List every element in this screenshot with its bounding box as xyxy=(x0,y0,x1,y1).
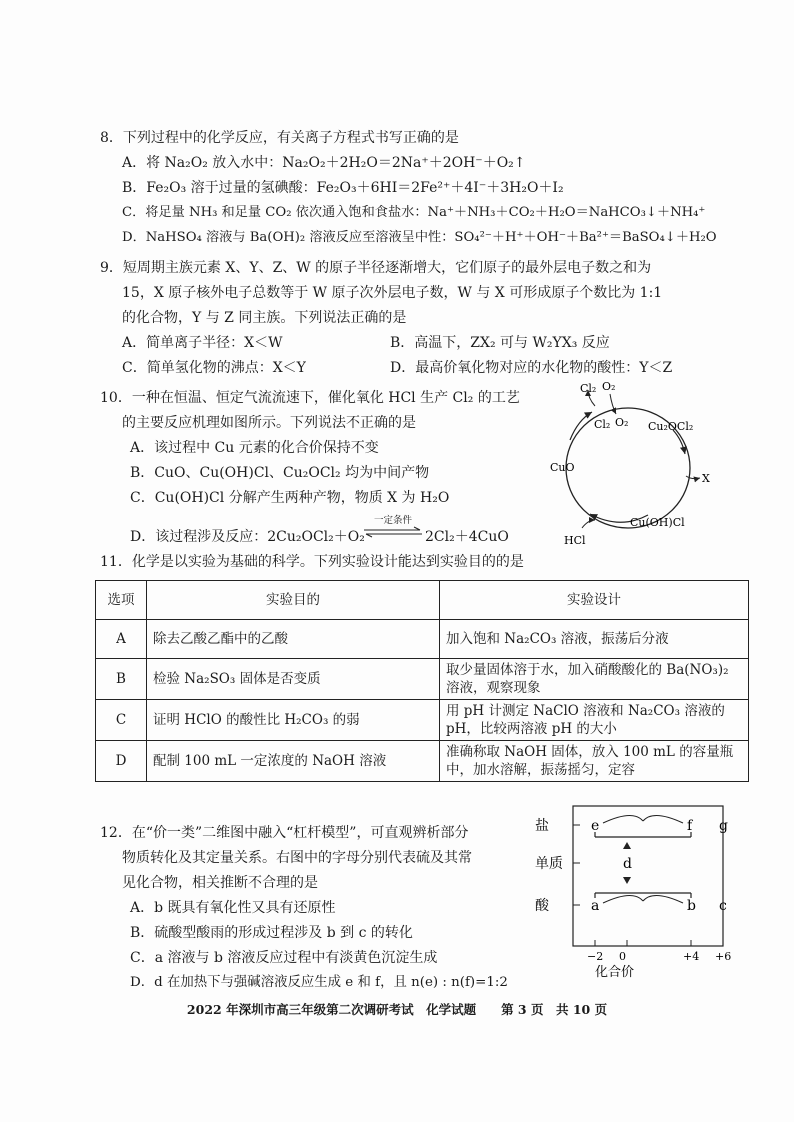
row-design xyxy=(440,700,749,741)
label-cu2ocl2: Cu₂OCl₂ xyxy=(648,420,694,433)
lever-arc xyxy=(643,815,683,823)
fulcrum-down-icon xyxy=(623,877,631,884)
table-row xyxy=(96,659,749,700)
point-e: e xyxy=(591,818,600,834)
row-goal: 除去乙酸乙酯中的乙酸 xyxy=(147,620,440,659)
x-tick-label: 0 xyxy=(619,950,626,963)
q10-option-d-suffix: 2Cl₂＋4CuO xyxy=(425,529,509,545)
q9-option-b: B．高温下，ZX₂ 可与 W₂YX₃ 反应 xyxy=(390,335,610,351)
q10-stem-line-2: 的主要反应机理如图所示。下列说法不正确的是 xyxy=(122,415,416,431)
arrow-o2-in xyxy=(610,394,616,414)
table-row xyxy=(96,741,749,782)
row-design xyxy=(440,659,749,700)
q12-stem-line-1: 12．在“价一类”二维图中融入“杠杆模型”，可直观辨析部分 xyxy=(100,825,469,841)
q12-stem-line-2: 物质转化及其定量关系。右图中的字母分别代表硫及其常 xyxy=(122,850,472,866)
row-option: C xyxy=(96,700,147,741)
arrow-x-out xyxy=(686,476,700,479)
q11-stem: 11．化学是以实验为基础的科学。下列实验设计能达到实验目的的是 xyxy=(100,554,524,570)
q10-option-d-prefix: D．该过程涉及反应：2Cu₂OCl₂＋O₂ xyxy=(130,529,365,545)
q10-stem-line-1: 10．一种在恒温、恒定气流流速下，催化氧化 HCl 生产 Cl₂ 的工艺 xyxy=(100,390,520,406)
x-tick-label: +6 xyxy=(715,950,732,963)
q8-option-c: C．将足量 NH₃ 和足量 CO₂ 依次通入饱和食盐水：Na⁺＋NH₃＋CO₂＋H₂O＝NaHCO₃↓＋NH₄⁺ xyxy=(122,205,706,220)
q8-stem: 8．下列过程中的化学反应，有关离子方程式书写正确的是 xyxy=(100,130,459,146)
row-design-line: 中，加水溶解，振荡摇匀，定容 xyxy=(446,762,635,778)
row-option: D xyxy=(96,741,147,782)
y-tick-label: 单质 xyxy=(535,856,563,872)
row-option: A xyxy=(96,620,147,659)
equilibrium-arrow-icon xyxy=(362,526,424,540)
row-goal: 配制 100 mL 一定浓度的 NaOH 溶液 xyxy=(147,741,440,782)
header-design: 实验设计 xyxy=(440,581,749,620)
label-cl2-inner: Cl₂ xyxy=(594,418,611,431)
point-b: b xyxy=(687,898,696,914)
row-design xyxy=(440,620,749,659)
valence-class-chart xyxy=(535,800,735,980)
table-header-row xyxy=(96,581,749,620)
table-row xyxy=(96,620,749,659)
row-design-line: 用 pH 计测定 NaClO 溶液和 Na₂CO₃ 溶液的 xyxy=(446,703,725,719)
label-cuohcl: Cu(OH)Cl xyxy=(630,516,685,529)
q12-option-d: D．d 在加热下与强碱溶液反应生成 e 和 f，且 n(e) : n(f)=1:2 xyxy=(130,975,508,990)
q9-option-d: D．最高价氧化物对应的水化物的酸性：Y＜Z xyxy=(390,360,673,376)
x-axis-label: 化合价 xyxy=(595,965,635,980)
x-tick-label: −2 xyxy=(587,950,604,963)
fulcrum-up-icon xyxy=(623,842,631,849)
point-c: c xyxy=(719,898,727,914)
row-goal: 证明 HClO 的酸性比 H₂CO₃ 的弱 xyxy=(147,700,440,741)
q10-option-c: C．Cu(OH)Cl 分解产生两种产物，物质 X 为 H₂O xyxy=(130,490,450,506)
q12-option-a: A．b 既具有氧化性又具有还原性 xyxy=(130,900,336,916)
point-f: f xyxy=(687,818,693,834)
row-design-line: 准确称取 NaOH 固体，放入 100 mL 的容量瓶 xyxy=(446,744,734,760)
point-g: g xyxy=(719,818,728,834)
q10-option-b: B．CuO、Cu(OH)Cl、Cu₂OCl₂ 均为中间产物 xyxy=(130,465,430,481)
q10-option-a: A．该过程中 Cu 元素的化合价保持不变 xyxy=(130,440,379,456)
row-design-line: 取少量固体溶于水，加入硝酸酸化的 Ba(NO₃)₂ xyxy=(446,662,729,678)
point-a: a xyxy=(591,898,600,914)
q9-option-c: C．简单氢化物的沸点：X＜Y xyxy=(122,360,306,376)
q9-stem-line-3: 的化合物，Y 与 Z 同主族。下列说法正确的是 xyxy=(122,310,407,326)
y-tick-label: 盐 xyxy=(535,818,549,834)
row-design-line: 加入饱和 Na₂CO₃ 溶液，振荡后分液 xyxy=(446,631,669,647)
lever-arc xyxy=(643,895,683,903)
label-hcl: HCl xyxy=(564,534,586,547)
x-tick-label: +4 xyxy=(683,950,700,963)
page-footer: 2022 年深圳市高三年级第二次调研考试 化学试题 第 3 页 共 10 页 xyxy=(186,1002,608,1017)
y-tick-label: 酸 xyxy=(535,898,549,914)
q9-option-a: A．简单离子半径：X＜W xyxy=(122,335,283,351)
experiment-table xyxy=(95,580,749,782)
mechanism-cycle-diagram xyxy=(540,380,720,550)
label-cuo: CuO xyxy=(550,461,575,474)
lever-arc xyxy=(603,815,643,823)
q12-stem-line-3: 见化合物，相关推断不合理的是 xyxy=(122,875,318,891)
label-cl2-top: Cl₂ xyxy=(580,382,597,395)
lever-arc xyxy=(603,895,643,903)
label-o2-inner: O₂ xyxy=(615,416,629,429)
q9-stem-line-1: 9．短周期主族元素 X、Y、Z、W 的原子半径逐渐增大，它们原子的最外层电子数之和为 xyxy=(100,260,652,276)
q12-option-b: B．硫酸型酸雨的形成过程涉及 b 到 c 的转化 xyxy=(130,925,413,941)
header-option: 选项 xyxy=(96,581,147,620)
table-row xyxy=(96,700,749,741)
row-goal: 检验 Na₂SO₃ 固体是否变质 xyxy=(147,659,440,700)
header-goal: 实验目的 xyxy=(147,581,440,620)
row-design-line: 溶液，观察现象 xyxy=(446,680,541,696)
q8-option-b: B．Fe₂O₃ 溶于过量的氢碘酸：Fe₂O₃＋6HI＝2Fe²⁺＋4I⁻＋3H₂O＋I₂ xyxy=(122,180,564,196)
q9-stem-line-2: 15，X 原子核外电子总数等于 W 原子次外层电子数，W 与 X 可形成原子个数比为 1:1 xyxy=(122,285,663,301)
q10-condition-label: 一定条件 xyxy=(373,515,412,526)
arrow-cuo-to-top xyxy=(570,412,592,440)
point-d: d xyxy=(623,856,632,872)
q8-option-d: D．NaHSO₄ 溶液与 Ba(OH)₂ 溶液反应至溶液呈中性：SO₄²⁻＋H⁺＋OH⁻＋Ba²⁺＝BaSO₄↓＋H₂O xyxy=(122,230,717,245)
label-x: X xyxy=(702,472,710,485)
label-o2-top: O₂ xyxy=(602,380,616,393)
row-design xyxy=(440,741,749,782)
arrow-hcl-in xyxy=(582,520,595,528)
q8-option-a: A．将 Na₂O₂ 放入水中：Na₂O₂＋2H₂O＝2Na⁺＋2OH⁻＋O₂↑ xyxy=(122,155,526,171)
row-option: B xyxy=(96,659,147,700)
q12-option-c: C．a 溶液与 b 溶液反应过程中有淡黄色沉淀生成 xyxy=(130,950,438,966)
row-design-line: pH，比较两溶液 pH 的大小 xyxy=(446,721,617,737)
